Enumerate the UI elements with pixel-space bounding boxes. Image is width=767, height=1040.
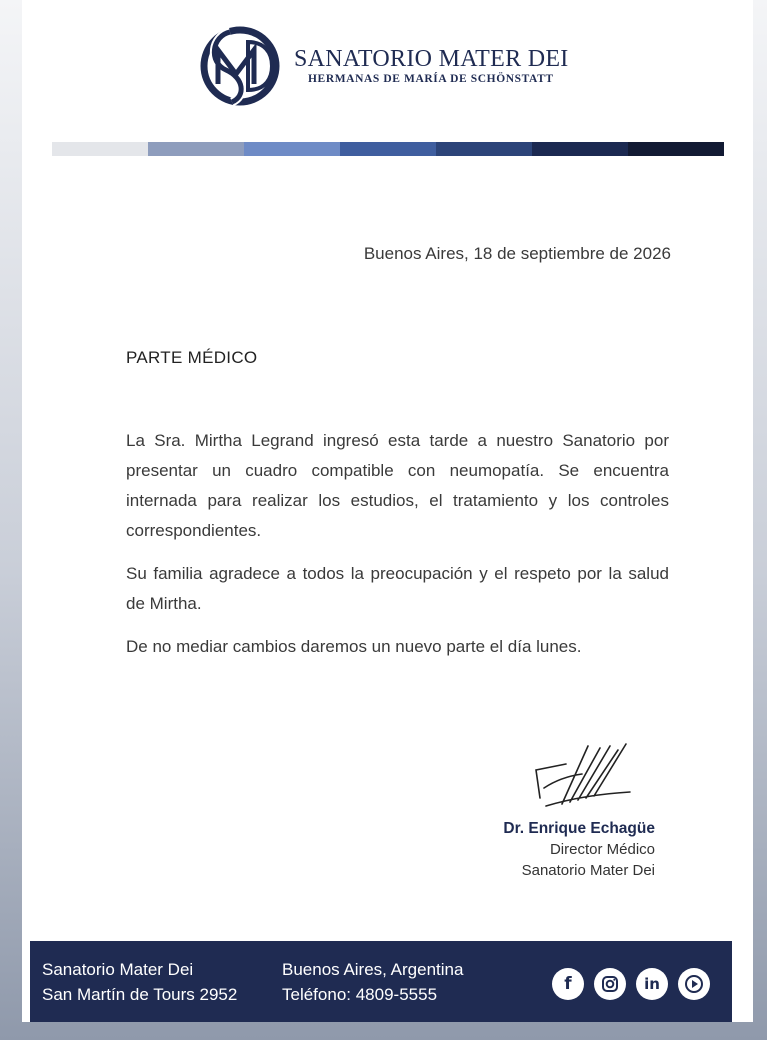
stripe-segment (436, 142, 532, 156)
paragraph: La Sra. Mirtha Legrand ingresó esta tarde a nuestro Sanatorio por presentar un cuadro compatible con neumopatía. Se encuentra internada para realizar los estudios, el tratamiento y los controles correspondientes. (126, 431, 669, 540)
paragraph: Su familia agradece a todos la preocupación y el respeto por la salud de Mirtha. (126, 564, 669, 613)
footer-line: Buenos Aires, Argentina (282, 960, 464, 979)
social-links (552, 968, 710, 1000)
footer-contact (282, 957, 463, 1007)
letter-date: Buenos Aires, 18 de septiembre de 2026 (363, 244, 671, 263)
stripe-segment (244, 142, 340, 156)
footer (30, 941, 732, 1022)
stripe-segment (148, 142, 244, 156)
signer-institution: Sanatorio Mater Dei (521, 862, 655, 879)
footer-line: Teléfono: 4809-5555 (282, 985, 438, 1004)
color-stripe (52, 142, 724, 156)
letter-body (126, 426, 669, 675)
stripe-segment (628, 142, 724, 156)
signature-image (526, 740, 656, 818)
signer-role: Director Médico (549, 841, 655, 858)
brand-subtitle: HERMANAS DE MARÍA DE SCHÖNSTATT (308, 73, 554, 85)
facebook-icon[interactable]: f (552, 968, 584, 1000)
stripe-segment (52, 142, 148, 156)
sanatorio-logo-icon (196, 22, 286, 110)
footer-address (42, 957, 237, 1007)
youtube-icon[interactable] (678, 968, 710, 1000)
paragraph: De no mediar cambios daremos un nuevo parte el día lunes. (126, 637, 582, 656)
letter-title: PARTE MÉDICO (126, 348, 258, 367)
stripe-segment (340, 142, 436, 156)
letter-page (22, 0, 753, 1022)
stripe-segment (532, 142, 628, 156)
footer-line: San Martín de Tours 2952 (42, 985, 238, 1004)
instagram-icon[interactable] (594, 968, 626, 1000)
linkedin-icon[interactable]: in (636, 968, 668, 1000)
brand-name: SANATORIO MATER DEI (294, 46, 569, 72)
signer-name: Dr. Enrique Echagüe (503, 820, 655, 837)
footer-line: Sanatorio Mater Dei (42, 960, 194, 979)
signer-block (503, 818, 655, 881)
